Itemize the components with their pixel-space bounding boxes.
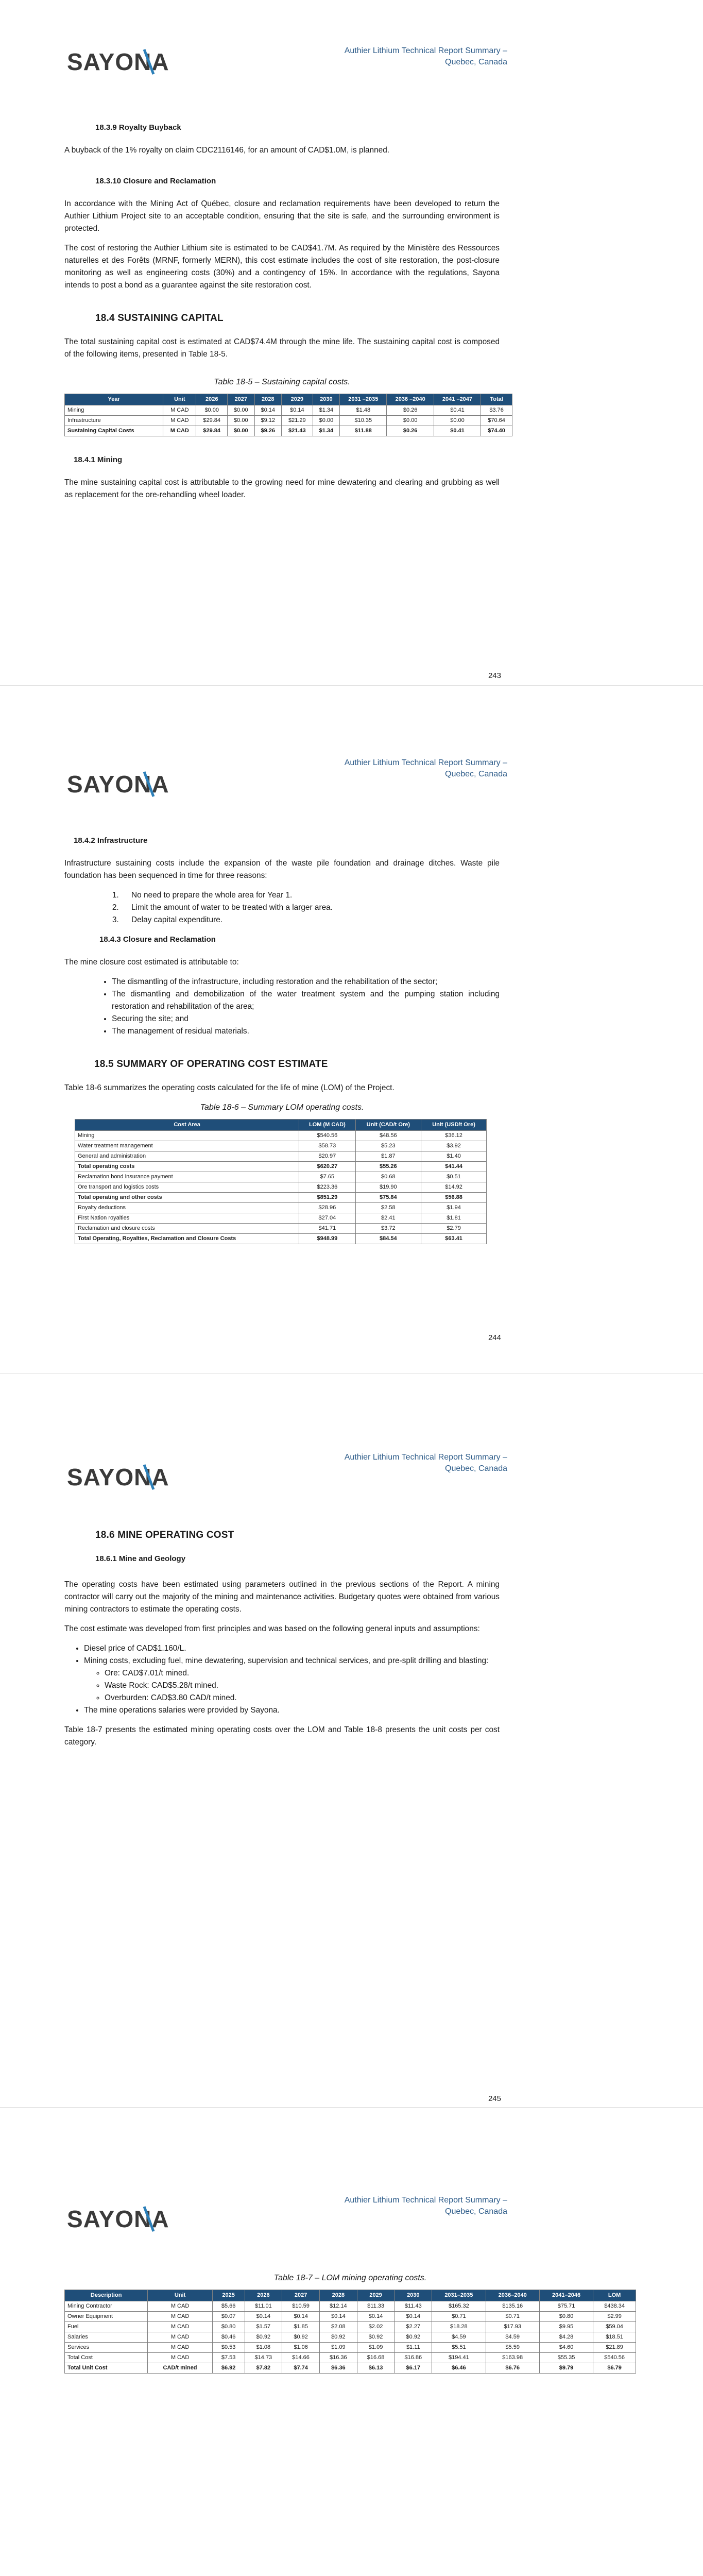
table-18-6 xyxy=(75,1119,487,1244)
table-header-cell: 2029 xyxy=(281,394,313,405)
table-cell: $4.59 xyxy=(432,2332,486,2343)
heading-operating-cost-summary: 18.5 SUMMARY OF OPERATING COST ESTIMATE xyxy=(94,1059,328,1070)
table-cell: $84.54 xyxy=(355,1234,421,1244)
table-cell: $2.79 xyxy=(421,1224,487,1234)
table-cell: $948.99 xyxy=(299,1234,355,1244)
table-cell: $223.36 xyxy=(299,1182,355,1193)
report-header xyxy=(291,2195,507,2217)
table-cell: Mining xyxy=(75,1131,299,1141)
table-cell: $18.28 xyxy=(432,2322,486,2332)
table-row xyxy=(65,2363,636,2374)
table-cell: Water treatment management xyxy=(75,1141,299,1151)
table-cell: $0.07 xyxy=(212,2312,245,2322)
heading-closure-reclamation: 18.3.10 Closure and Reclamation xyxy=(95,177,216,185)
table-cell: Total Operating, Royalties, Reclamation and Closure Costs xyxy=(75,1234,299,1244)
table-cell: $1.08 xyxy=(245,2343,282,2353)
table-cell: $0.14 xyxy=(282,2312,320,2322)
table-header-cell: 2031–2035 xyxy=(432,2290,486,2301)
reasons-list xyxy=(64,889,500,926)
table-cell: $74.40 xyxy=(481,426,512,436)
table-header-cell: 2027 xyxy=(228,394,254,405)
table-header-cell: LOM xyxy=(593,2290,636,2301)
assumption-salaries: • The mine operations salaries were provided by Sayona. xyxy=(84,1704,500,1717)
table-cell: $5.59 xyxy=(486,2343,539,2353)
table-cell: CAD/t mined xyxy=(148,2363,212,2374)
table-cell: Reclamation bond insurance payment xyxy=(75,1172,299,1182)
page-243 xyxy=(0,0,703,680)
table-cell: $0.92 xyxy=(319,2332,357,2343)
table-header-cell: Unit xyxy=(163,394,196,405)
table-cell: $19.90 xyxy=(355,1182,421,1193)
list-item: ◦ Waste Rock: CAD$5.28/t mined. xyxy=(105,1680,500,1692)
table-header-cell: 2030 xyxy=(395,2290,432,2301)
table-cell: M CAD xyxy=(148,2353,212,2363)
table-cell: $7.74 xyxy=(282,2363,320,2374)
table-cell: $0.00 xyxy=(313,416,339,426)
table-cell: $14.66 xyxy=(282,2353,320,2363)
table-cell: $540.56 xyxy=(299,1131,355,1141)
table-cell: $4.28 xyxy=(539,2332,593,2343)
paragraph-sustaining: The total sustaining capital cost is estimated at CAD$74.4M through the mine life. The sustaining capital cost is composed of the following items, presented in Table 18-5. xyxy=(64,337,500,359)
table-header-row xyxy=(65,394,512,405)
table-cell: $6.13 xyxy=(357,2363,395,2374)
table-cell: $56.88 xyxy=(421,1193,487,1203)
table-cell: $4.59 xyxy=(486,2332,539,2343)
table-cell: M CAD xyxy=(163,416,196,426)
table-cell: Sustaining Capital Costs xyxy=(65,426,163,436)
page-number: 245 xyxy=(488,2094,501,2103)
table-cell: $41.71 xyxy=(299,1224,355,1234)
table-cell: $0.71 xyxy=(486,2312,539,2322)
table-cell: Fuel xyxy=(65,2322,148,2332)
table-row xyxy=(65,426,512,436)
header-line-1: Authier Lithium Technical Report Summary – xyxy=(344,1453,507,1462)
table-cell: $6.76 xyxy=(486,2363,539,2374)
list-item: • The dismantling and demobilization of the water treatment system and the pumping station including restoration and rehabilitation of the area; xyxy=(112,988,500,1013)
table-cell: $1.34 xyxy=(313,426,339,436)
table-cell: $0.41 xyxy=(434,426,481,436)
paragraph-mining-sustaining: The mine sustaining capital cost is attributable to the growing need for mine dewatering and clearing and grubbing as well as replacement for the ore-rehandling wheel loader. xyxy=(64,478,500,499)
table-cell: $4.60 xyxy=(539,2343,593,2353)
table-cell: $1.87 xyxy=(355,1151,421,1162)
table-cell: $1.85 xyxy=(282,2322,320,2332)
page-content xyxy=(64,835,500,1244)
header-line-2: Quebec, Canada xyxy=(445,1464,507,1473)
table-row xyxy=(75,1203,487,1213)
table-header-cell: Total xyxy=(481,394,512,405)
table-cell: $2.02 xyxy=(357,2322,395,2332)
table-cell: $21.89 xyxy=(593,2343,636,2353)
table-cell: $10.59 xyxy=(282,2301,320,2312)
table-cell: M CAD xyxy=(148,2332,212,2343)
table-cell: $75.71 xyxy=(539,2301,593,2312)
table-row xyxy=(75,1141,487,1151)
table-header-cell: 2036 –2040 xyxy=(387,394,434,405)
svg-text:SAYONA: SAYONA xyxy=(67,2206,169,2232)
table-cell: $5.66 xyxy=(212,2301,245,2312)
assumption-mining xyxy=(84,1655,500,1704)
list-item: 3. Delay capital expenditure. xyxy=(121,914,500,926)
table-18-5-caption: Table 18-5 – Sustaining capital costs. xyxy=(214,378,350,386)
table-row xyxy=(75,1151,487,1162)
table-header-cell: Unit (CAD/t Ore) xyxy=(355,1120,421,1131)
table-cell: $6.17 xyxy=(395,2363,432,2374)
heading-royalty-buyback: 18.3.9 Royalty Buyback xyxy=(95,123,181,132)
table-cell: Infrastructure xyxy=(65,416,163,426)
table-cell: $16.86 xyxy=(395,2353,432,2363)
table-18-6-caption: Table 18-6 – Summary LOM operating costs. xyxy=(200,1103,364,1112)
table-header-row xyxy=(75,1120,487,1131)
table-cell: $5.23 xyxy=(355,1141,421,1151)
table-cell: $55.26 xyxy=(355,1162,421,1172)
table-18-5 xyxy=(64,394,512,436)
list-item: • The dismantling of the infrastructure, including restoration and the rehabilitation of the sector; xyxy=(112,976,500,988)
table-cell: $0.53 xyxy=(212,2343,245,2353)
table-header-cell: Description xyxy=(65,2290,148,2301)
table-cell: $28.96 xyxy=(299,1203,355,1213)
table-header-row xyxy=(65,2290,636,2301)
heading-infrastructure: 18.4.2 Infrastructure xyxy=(74,836,148,845)
table-cell: Mining Contractor xyxy=(65,2301,148,2312)
table-header-cell: Cost Area xyxy=(75,1120,299,1131)
heading-closure-reclamation-sustaining: 18.4.3 Closure and Reclamation xyxy=(99,935,216,944)
mining-cost-sublist xyxy=(84,1667,500,1704)
table-cell: $18.51 xyxy=(593,2332,636,2343)
table-cell: $0.14 xyxy=(395,2312,432,2322)
table-cell: $59.04 xyxy=(593,2322,636,2332)
paragraph-closure-1: In accordance with the Mining Act of Québec, closure and reclamation requirements have been developed to return the Authier Lithium Project site to an acceptable condition, ensuring that the site is safe, and the surrounding environment is protected. xyxy=(64,199,500,233)
table-header-cell: 2025 xyxy=(212,2290,245,2301)
page-content xyxy=(64,122,505,509)
page-number: 243 xyxy=(488,671,501,680)
table-cell: $1.09 xyxy=(357,2343,395,2353)
table-header-cell: 2030 xyxy=(313,394,339,405)
table-cell: Ore transport and logistics costs xyxy=(75,1182,299,1193)
table-cell: $21.29 xyxy=(281,416,313,426)
table-row xyxy=(75,1193,487,1203)
table-row xyxy=(65,2343,636,2353)
list-item: 1. No need to prepare the whole area for Year 1. xyxy=(121,889,500,902)
table-cell: $0.00 xyxy=(196,405,228,416)
heading-mining-sustaining: 18.4.1 Mining xyxy=(74,455,123,464)
table-cell: M CAD xyxy=(148,2343,212,2353)
page-246 xyxy=(0,2123,703,2576)
table-cell: $1.57 xyxy=(245,2322,282,2332)
table-cell: $0.00 xyxy=(434,416,481,426)
table-cell: $63.41 xyxy=(421,1234,487,1244)
svg-text:SAYONA: SAYONA xyxy=(67,771,169,798)
table-cell: $20.97 xyxy=(299,1151,355,1162)
table-cell: $135.16 xyxy=(486,2301,539,2312)
table-row xyxy=(65,405,512,416)
table-cell: $16.68 xyxy=(357,2353,395,2363)
table-cell: $2.08 xyxy=(319,2322,357,2332)
sayona-logo xyxy=(67,762,170,804)
table-cell: $0.51 xyxy=(421,1172,487,1182)
table-header-cell: 2027 xyxy=(282,2290,320,2301)
table-cell: $11.43 xyxy=(395,2301,432,2312)
table-cell: $75.84 xyxy=(355,1193,421,1203)
table-cell: $2.58 xyxy=(355,1203,421,1213)
table-cell: $5.51 xyxy=(432,2343,486,2353)
table-cell: $0.92 xyxy=(395,2332,432,2343)
table-cell: $0.80 xyxy=(539,2312,593,2322)
table-cell: $48.56 xyxy=(355,1131,421,1141)
table-cell: M CAD xyxy=(148,2322,212,2332)
table-cell: Reclamation and closure costs xyxy=(75,1224,299,1234)
table-cell: $58.73 xyxy=(299,1141,355,1151)
list-item: • The management of residual materials. xyxy=(112,1025,500,1038)
table-cell: $540.56 xyxy=(593,2353,636,2363)
paragraph-closure-2: The cost of restoring the Authier Lithium site is estimated to be CAD$41.7M. As required by the Ministère des Ressources naturelles et des Forêts (MRNF, formerly MERN), this cost estimate includes the cost of site restoration, the post-closure monitoring as well as engineering costs (30%) and a contingency of 15%. In accordance with the regulations, Sayona intends to post a bond as a guarantee against the site restoration cost. xyxy=(64,244,500,290)
table-cell: Total Cost xyxy=(65,2353,148,2363)
table-header-cell: 2041 –2047 xyxy=(434,394,481,405)
table-cell: General and administration xyxy=(75,1151,299,1162)
table-cell: $0.92 xyxy=(282,2332,320,2343)
table-cell: $9.79 xyxy=(539,2363,593,2374)
table-cell: Total Unit Cost xyxy=(65,2363,148,2374)
table-cell: $2.27 xyxy=(395,2322,432,2332)
table-cell: $851.29 xyxy=(299,1193,355,1203)
table-cell: $6.92 xyxy=(212,2363,245,2374)
svg-text:SAYONA: SAYONA xyxy=(67,48,169,75)
paragraph-royalty: A buyback of the 1% royalty on claim CDC2116146, for an amount of CAD$1.0M, is planned. xyxy=(64,146,390,155)
table-row xyxy=(65,416,512,426)
table-header-cell: LOM (M CAD) xyxy=(299,1120,355,1131)
table-cell: $70.64 xyxy=(481,416,512,426)
table-header-cell: 2026 xyxy=(245,2290,282,2301)
sayona-logo xyxy=(67,40,170,81)
table-cell: Salaries xyxy=(65,2332,148,2343)
table-18-7-caption: Table 18-7 – LOM mining operating costs. xyxy=(273,2274,427,2282)
header-line-2: Quebec, Canada xyxy=(445,58,507,66)
page-244 xyxy=(0,701,703,1364)
table-cell: $0.92 xyxy=(245,2332,282,2343)
header-line-1: Authier Lithium Technical Report Summary – xyxy=(344,2196,507,2205)
list-item: 2. Limit the amount of water to be treated with a larger area. xyxy=(121,902,500,914)
page-number: 244 xyxy=(488,1333,501,1342)
table-row xyxy=(75,1172,487,1182)
table-cell: $0.00 xyxy=(228,416,254,426)
assumption-mining-text: Mining costs, excluding fuel, mine dewatering, supervision and technical services, and pre-split drilling and blasting: xyxy=(84,1656,489,1665)
table-header-cell: 2028 xyxy=(319,2290,357,2301)
list-item: ◦ Ore: CAD$7.01/t mined. xyxy=(105,1667,500,1680)
table-cell: $0.26 xyxy=(387,405,434,416)
list-item: • Securing the site; and xyxy=(112,1013,500,1025)
table-cell: $14.92 xyxy=(421,1182,487,1193)
header-line-2: Quebec, Canada xyxy=(445,770,507,778)
report-header xyxy=(291,1452,507,1475)
table-cell: $29.84 xyxy=(196,426,228,436)
sayona-logo xyxy=(67,2197,170,2239)
page-divider xyxy=(0,685,703,686)
table-cell: Royalty deductions xyxy=(75,1203,299,1213)
table-cell: Services xyxy=(65,2343,148,2353)
header-line-1: Authier Lithium Technical Report Summary – xyxy=(344,46,507,55)
table-cell: $7.82 xyxy=(245,2363,282,2374)
table-cell: Owner Equipment xyxy=(65,2312,148,2322)
table-cell: $194.41 xyxy=(432,2353,486,2363)
table-18-7 xyxy=(64,2290,636,2374)
paragraph-geology-2: The cost estimate was developed from first principles and was based on the following general inputs and assumptions: xyxy=(64,1624,480,1633)
table-cell: $55.35 xyxy=(539,2353,593,2363)
paragraph-summary: Table 18-6 summarizes the operating costs calculated for the life of mine (LOM) of the Project. xyxy=(64,1083,395,1092)
table-cell: $12.14 xyxy=(319,2301,357,2312)
table-cell: $0.26 xyxy=(387,426,434,436)
page-divider xyxy=(0,1373,703,1374)
table-cell: $0.92 xyxy=(357,2332,395,2343)
table-cell: $0.14 xyxy=(245,2312,282,2322)
table-cell: $27.04 xyxy=(299,1213,355,1224)
table-cell: $3.92 xyxy=(421,1141,487,1151)
table-cell: $0.71 xyxy=(432,2312,486,2322)
table-cell: $0.41 xyxy=(434,405,481,416)
table-row xyxy=(75,1234,487,1244)
table-cell: $0.14 xyxy=(254,405,281,416)
table-cell: $17.93 xyxy=(486,2322,539,2332)
table-cell: $0.14 xyxy=(319,2312,357,2322)
page-content xyxy=(64,1529,500,1756)
table-cell: $1.09 xyxy=(319,2343,357,2353)
table-row xyxy=(75,1182,487,1193)
table-row xyxy=(65,2312,636,2322)
sayona-logo xyxy=(67,1455,170,1497)
table-cell: $1.48 xyxy=(340,405,387,416)
table-cell: $3.76 xyxy=(481,405,512,416)
table-header-cell: 2031 –2035 xyxy=(340,394,387,405)
table-cell: $0.00 xyxy=(387,416,434,426)
table-row xyxy=(75,1213,487,1224)
table-cell: $0.46 xyxy=(212,2332,245,2343)
table-cell: $0.14 xyxy=(281,405,313,416)
table-row xyxy=(75,1131,487,1141)
table-header-cell: Year xyxy=(65,394,163,405)
table-cell: $6.36 xyxy=(319,2363,357,2374)
table-cell: $3.72 xyxy=(355,1224,421,1234)
table-cell: Mining xyxy=(65,405,163,416)
heading-mine-operating-cost: 18.6 MINE OPERATING COST xyxy=(95,1530,234,1540)
table-row xyxy=(65,2322,636,2332)
table-cell: $438.34 xyxy=(593,2301,636,2312)
paragraph-closure-attrib: The mine closure cost estimated is attributable to: xyxy=(64,958,239,967)
table-cell: Total operating and other costs xyxy=(75,1193,299,1203)
table-cell: M CAD xyxy=(148,2301,212,2312)
table-cell: M CAD xyxy=(148,2312,212,2322)
svg-text:SAYONA: SAYONA xyxy=(67,1464,169,1490)
table-cell: $11.88 xyxy=(340,426,387,436)
table-cell: $11.01 xyxy=(245,2301,282,2312)
table-cell: $620.27 xyxy=(299,1162,355,1172)
paragraph-tables: Table 18-7 presents the estimated mining operating costs over the LOM and Table 18-8 presents the unit costs per cost category. xyxy=(64,1725,500,1747)
table-cell: $1.34 xyxy=(313,405,339,416)
assumption-diesel: • Diesel price of CAD$1.160/L. xyxy=(84,1642,500,1655)
table-cell: $10.35 xyxy=(340,416,387,426)
table-row xyxy=(75,1224,487,1234)
table-cell: $41.44 xyxy=(421,1162,487,1172)
table-row xyxy=(65,2301,636,2312)
table-cell: $2.99 xyxy=(593,2312,636,2322)
report-header xyxy=(291,45,507,68)
page-content xyxy=(64,2272,636,2374)
table-cell: $163.98 xyxy=(486,2353,539,2363)
table-row xyxy=(75,1162,487,1172)
table-cell: $165.32 xyxy=(432,2301,486,2312)
table-cell: M CAD xyxy=(163,405,196,416)
page-245 xyxy=(0,1391,703,2103)
table-cell: $7.65 xyxy=(299,1172,355,1182)
header-line-2: Quebec, Canada xyxy=(445,2207,507,2216)
table-cell: $1.11 xyxy=(395,2343,432,2353)
table-header-cell: 2029 xyxy=(357,2290,395,2301)
table-cell: $9.12 xyxy=(254,416,281,426)
table-cell: $0.68 xyxy=(355,1172,421,1182)
paragraph-infrastructure: Infrastructure sustaining costs include the expansion of the waste pile foundation and drainage ditches. Waste pile foundation has been sequenced in time for three reasons: xyxy=(64,859,500,880)
table-cell: $6.46 xyxy=(432,2363,486,2374)
table-cell: $16.36 xyxy=(319,2353,357,2363)
heading-sustaining-capital: 18.4 SUSTAINING CAPITAL xyxy=(95,313,224,324)
page-divider xyxy=(0,2107,703,2108)
table-cell: $1.81 xyxy=(421,1213,487,1224)
table-cell: $0.00 xyxy=(228,405,254,416)
table-cell: $1.94 xyxy=(421,1203,487,1213)
paragraph-geology-1: The operating costs have been estimated using parameters outlined in the previous sections of the Report. A mining contractor will carry out the majority of the mining and maintenance activities. Budgetary quotes were obtained from various mining contractors to estimate the operating costs. xyxy=(64,1580,500,1614)
list-item: ◦ Overburden: CAD$3.80 CAD/t mined. xyxy=(105,1692,500,1704)
table-cell: $9.95 xyxy=(539,2322,593,2332)
table-cell: Total operating costs xyxy=(75,1162,299,1172)
table-cell: $1.40 xyxy=(421,1151,487,1162)
table-cell: $1.06 xyxy=(282,2343,320,2353)
table-row xyxy=(65,2353,636,2363)
assumptions-list xyxy=(64,1642,500,1717)
table-header-cell: 2028 xyxy=(254,394,281,405)
table-cell: M CAD xyxy=(163,426,196,436)
heading-mine-geology: 18.6.1 Mine and Geology xyxy=(95,1554,186,1563)
table-cell: $21.43 xyxy=(281,426,313,436)
table-header-cell: Unit (USD/t Ore) xyxy=(421,1120,487,1131)
table-row xyxy=(65,2332,636,2343)
table-cell: $36.12 xyxy=(421,1131,487,1141)
table-header-cell: 2026 xyxy=(196,394,228,405)
table-cell: $9.26 xyxy=(254,426,281,436)
table-header-cell: 2041–2046 xyxy=(539,2290,593,2301)
table-cell: First Nation royalties xyxy=(75,1213,299,1224)
header-line-1: Authier Lithium Technical Report Summary – xyxy=(344,758,507,767)
closure-items-list xyxy=(64,976,500,1038)
table-header-cell: 2036–2040 xyxy=(486,2290,539,2301)
table-cell: $7.53 xyxy=(212,2353,245,2363)
table-cell: $0.14 xyxy=(357,2312,395,2322)
table-cell: $14.73 xyxy=(245,2353,282,2363)
report-header xyxy=(291,757,507,780)
table-cell: $2.41 xyxy=(355,1213,421,1224)
table-cell: $29.84 xyxy=(196,416,228,426)
table-cell: $0.00 xyxy=(228,426,254,436)
table-cell: $11.33 xyxy=(357,2301,395,2312)
table-cell: $0.80 xyxy=(212,2322,245,2332)
table-header-cell: Unit xyxy=(148,2290,212,2301)
table-cell: $6.79 xyxy=(593,2363,636,2374)
